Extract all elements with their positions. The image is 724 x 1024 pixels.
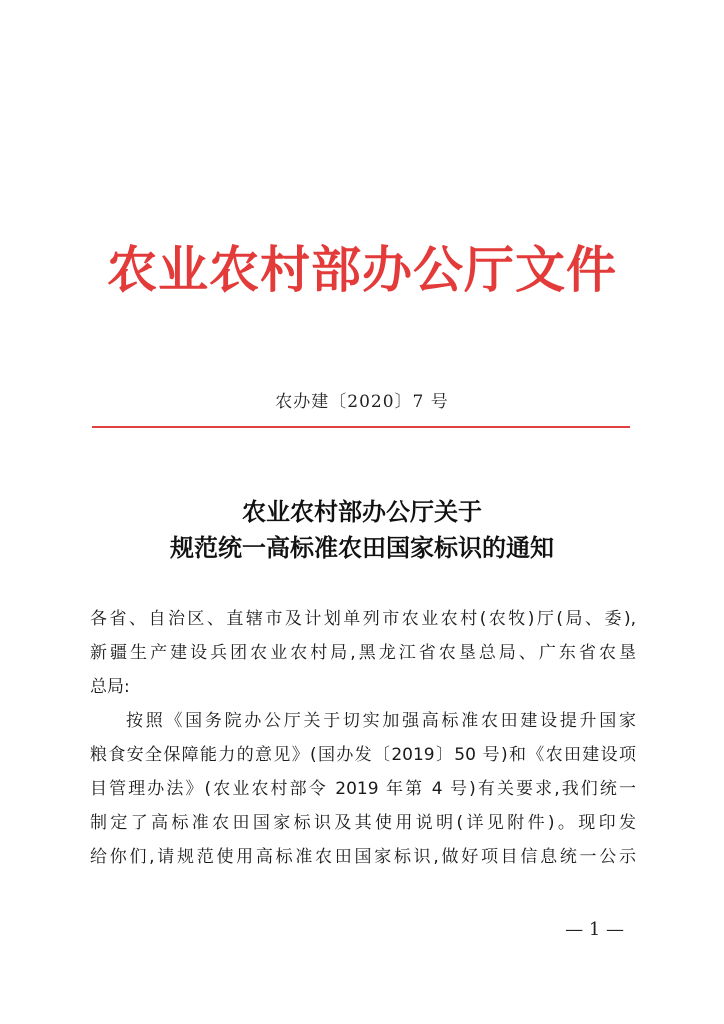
notice-title-line-2: 规范统一高标准农田国家标识的通知 (170, 533, 554, 562)
paragraph-line-1: 按照《国务院办公厅关于切实加强高标准农田建设提升国家 (126, 711, 636, 731)
addressee-line-3: 总局: (90, 677, 130, 697)
paragraph-line-5: 给你们,请规范使用高标准农田国家标识,做好项目信息统一公示 (90, 847, 636, 867)
document-number: 农办建〔2020〕7 号 (275, 392, 449, 412)
addressee-line-2: 新疆生产建设兵团农业农村局,黑龙江省农垦总局、广东省农垦 (90, 643, 636, 663)
red-divider-rule (92, 426, 630, 428)
paragraph-line-4: 制定了高标准农田国家标识及其使用说明(详见附件)。现印发 (90, 813, 636, 833)
page-number: — 1 — (565, 919, 624, 940)
notice-body (90, 602, 636, 874)
document-masthead: 农业农村部办公厅文件 (107, 240, 617, 299)
paragraph-line-3: 目管理办法》(农业农村部令 2019 年第 4 号)有关要求,我们统一 (90, 779, 636, 799)
addressee-line-1: 各省、自治区、直辖市及计划单列市农业农村(农牧)厅(局、委), (90, 609, 636, 629)
notice-title (0, 494, 724, 566)
notice-title-line-1: 农业农村部办公厅关于 (242, 497, 482, 526)
paragraph-line-2: 粮食安全保障能力的意见》(国办发〔2019〕50 号)和《农田建设项 (90, 745, 636, 765)
